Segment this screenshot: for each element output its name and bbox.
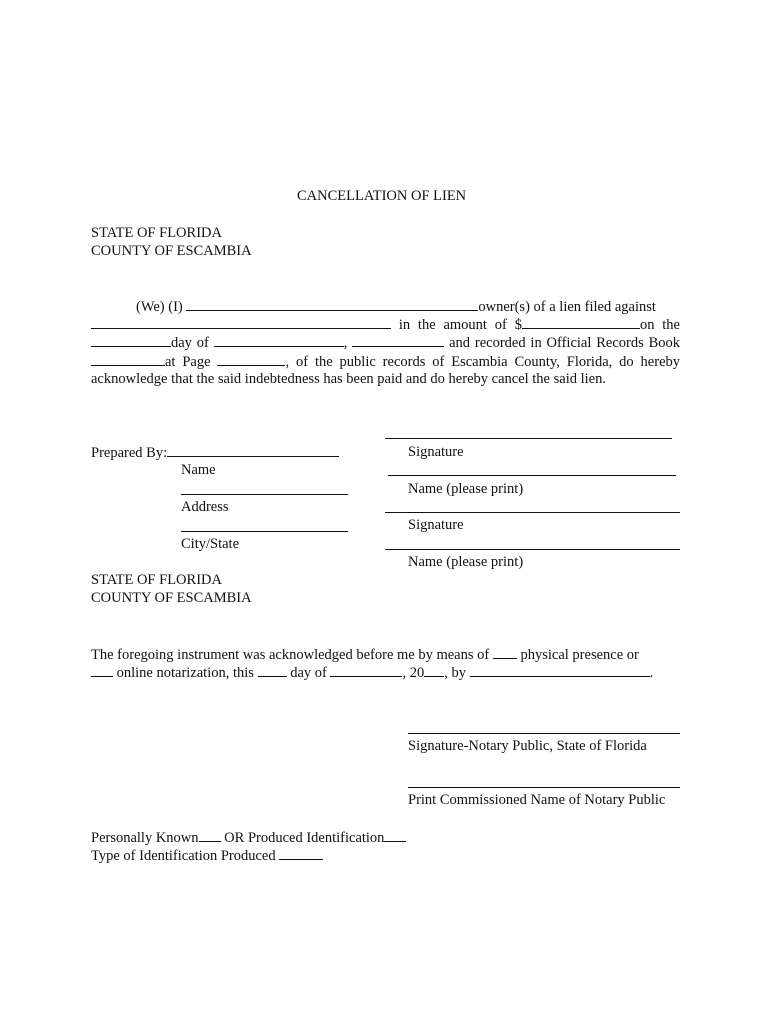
body-line-3 — [91, 333, 680, 352]
body-line-4 — [91, 352, 680, 371]
notary-signature-line[interactable] — [408, 733, 680, 734]
body-line-2 — [91, 315, 680, 334]
online-text: online notarization, this — [116, 665, 254, 681]
id-type-blank[interactable] — [279, 846, 323, 860]
amount-text: in the amount of $ — [398, 317, 522, 333]
notary-print-line[interactable] — [408, 787, 680, 788]
venue-state: STATE OF FLORIDA — [91, 225, 222, 241]
personally-known-text: Personally Known — [91, 830, 199, 846]
prepared-city-label: City/State — [181, 536, 239, 552]
body-line-1 — [136, 297, 656, 316]
owners-text: owner(s) of a lien filed against — [478, 299, 656, 315]
identification-line — [91, 828, 406, 847]
personally-known-blank[interactable] — [199, 828, 221, 842]
venue-2-county: COUNTY OF ESCAMBIA — [91, 590, 252, 606]
recorded-text: and recorded in Official Records Book — [449, 335, 681, 351]
signature-2-label: Signature — [408, 517, 464, 533]
id-type-text: Type of Identification Produced — [91, 848, 276, 864]
notary-by-blank[interactable] — [470, 663, 650, 677]
name-2-label: Name (please print) — [408, 554, 524, 570]
prepared-address-line[interactable] — [181, 494, 348, 495]
signature-1-label: Signature — [408, 444, 464, 460]
physical-presence-text: physical presence or — [520, 647, 639, 663]
physical-presence-blank[interactable] — [493, 645, 517, 659]
produced-id-text: OR Produced Identification — [224, 830, 385, 846]
notary-signature-label: Signature-Notary Public, State of Florida — [408, 738, 647, 754]
acknowledged-text: The foregoing instrument was acknowledged before me by means of — [91, 647, 490, 663]
we-label: (We) (I) — [136, 299, 183, 315]
prepared-address-label: Address — [181, 499, 229, 515]
notary-line-2 — [91, 663, 653, 682]
name-2-line[interactable] — [385, 549, 680, 550]
comma-text: , — [343, 335, 348, 351]
venue-2-state: STATE OF FLORIDA — [91, 572, 222, 588]
amount-blank[interactable] — [522, 315, 640, 329]
book-blank[interactable] — [91, 352, 165, 366]
notary-by-text: , by — [444, 665, 466, 681]
prepared-by-label: Prepared By: — [91, 445, 168, 461]
on-the-text: on the — [639, 317, 680, 333]
signature-1-line[interactable] — [385, 438, 672, 439]
year-blank[interactable] — [352, 333, 444, 347]
prepared-city-line[interactable] — [181, 531, 348, 532]
notary-year-prefix: , 20 — [402, 665, 425, 681]
notary-line-1 — [91, 645, 639, 664]
owner-name-blank[interactable] — [186, 297, 478, 311]
day-blank[interactable] — [91, 333, 171, 347]
page-blank[interactable] — [217, 352, 285, 366]
notary-year-blank[interactable] — [424, 663, 444, 677]
id-type-line — [91, 846, 323, 865]
notary-period: . — [649, 665, 654, 681]
prepared-by-row — [91, 443, 339, 462]
notary-day-blank[interactable] — [258, 663, 287, 677]
venue-county: COUNTY OF ESCAMBIA — [91, 243, 252, 259]
name-1-label: Name (please print) — [408, 481, 524, 497]
month-blank[interactable] — [214, 333, 344, 347]
notary-month-blank[interactable] — [330, 663, 402, 677]
prepared-name-label: Name — [181, 462, 216, 478]
notary-print-label: Print Commissioned Name of Notary Public — [408, 792, 666, 808]
notary-day-of-text: day of — [290, 665, 327, 681]
signature-2-line[interactable] — [385, 512, 680, 513]
produced-id-blank[interactable] — [384, 828, 406, 842]
against-blank[interactable] — [91, 315, 391, 329]
public-records-text: , of the public records of Escambia County, Florida, do hereby — [285, 354, 681, 370]
day-of-text: day of — [171, 335, 209, 351]
prepared-by-blank[interactable] — [167, 443, 339, 457]
document-title: CANCELLATION OF LIEN — [297, 188, 467, 204]
online-notarization-blank[interactable] — [91, 663, 113, 677]
body-line-5: acknowledge that the said indebtedness has been paid and do hereby cancel the said lien. — [91, 371, 606, 387]
name-1-line[interactable] — [388, 475, 676, 476]
at-page-text: at Page — [165, 354, 211, 370]
